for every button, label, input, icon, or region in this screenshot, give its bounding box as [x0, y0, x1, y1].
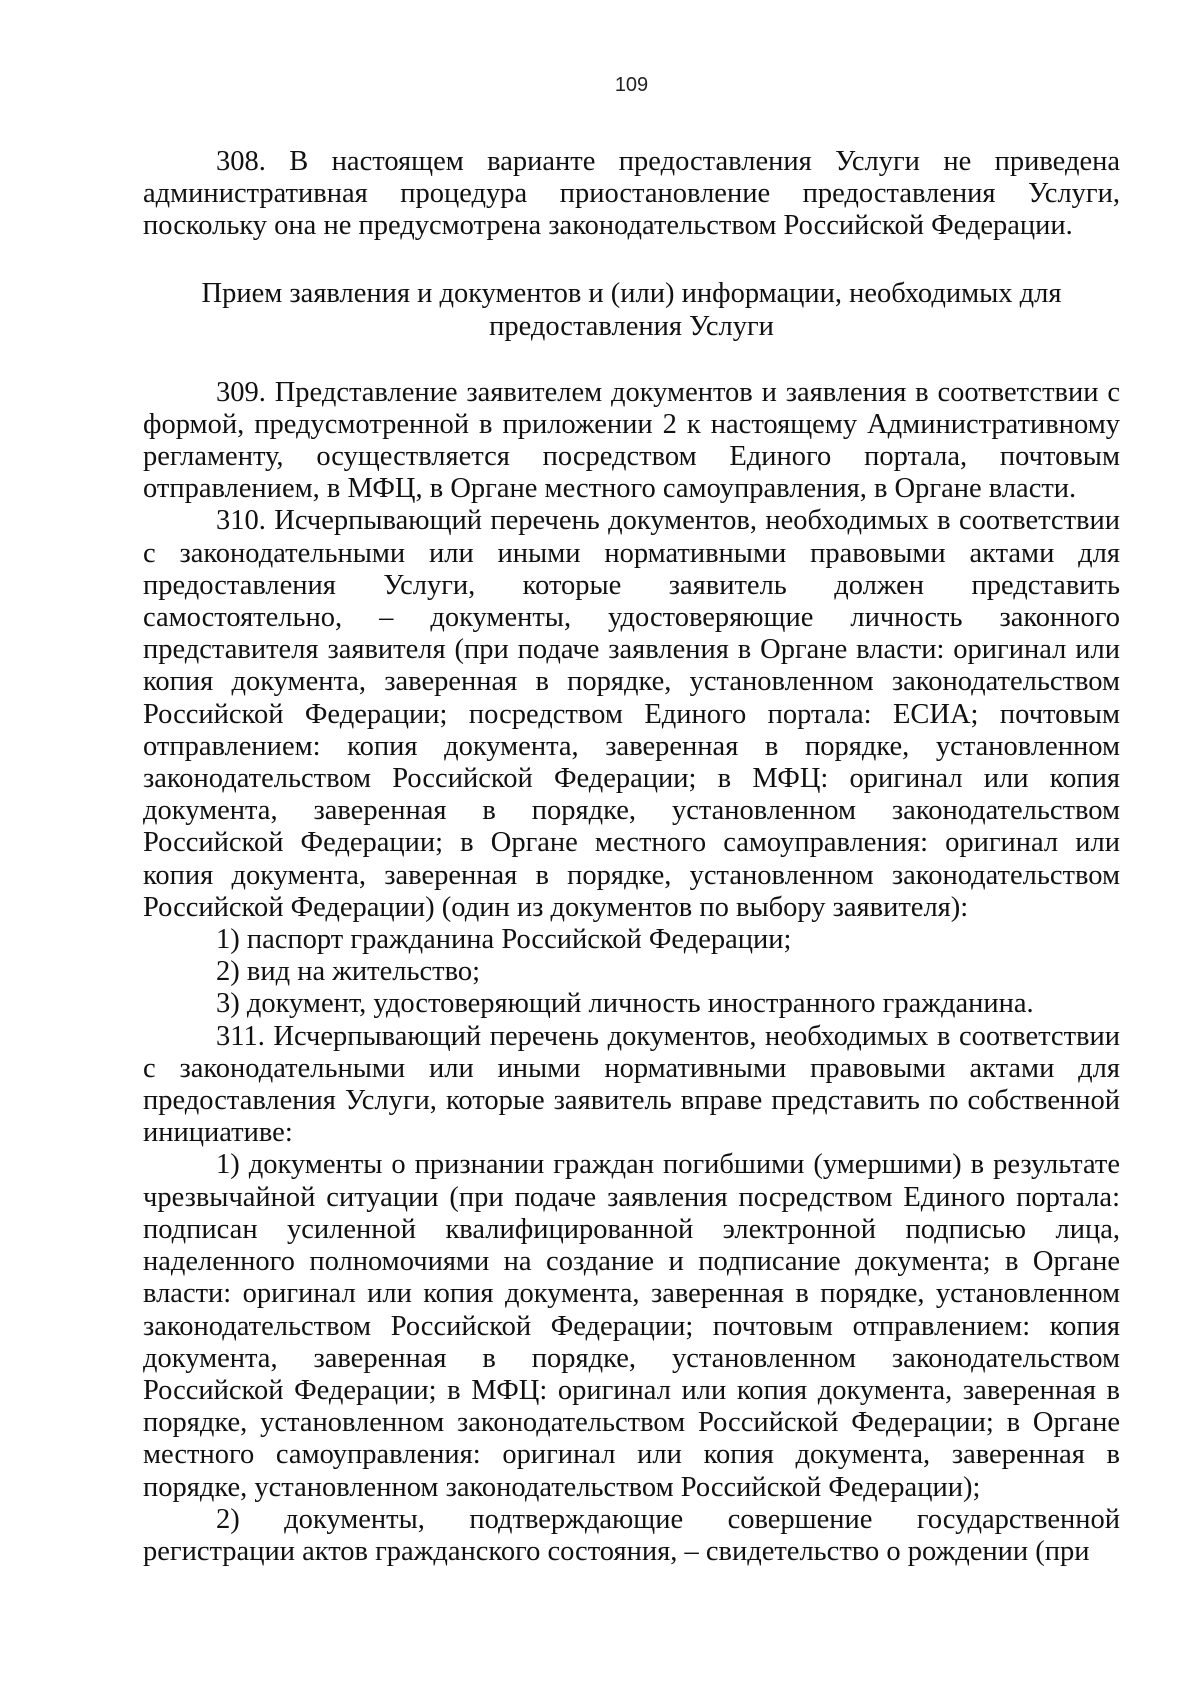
paragraph-308: 308. В настоящем варианте предоставления Услуги не приведена административная процедура приостановление предоставления Услуги, поскольку она не предусмотрена законодательством Российской Федерации.	[143, 146, 1120, 242]
paragraph-311: 311. Исчерпывающий перечень документов, необходимых в соответствии с законодательными или иными нормативными правовыми актами для предоставления Услуги, которые заявитель вправе представить по собственной инициативе:	[143, 1020, 1120, 1149]
paragraph-311-item-1: 1) документы о признании граждан погибшими (умершими) в результате чрезвычайной ситуации (при подаче заявления посредством Единого портала: подписан усиленной квалифицированной электронной подписью лица, наделенного полномочиями на создание и подписание документа; в Органе власти: оригинал или копия документа, заверенная в порядке, установленном законодательством Российской Федерации; почтовым отправлением: копия документа, заверенная в порядке, установленном законодательством Российской Федерации; в МФЦ: оригинал или копия документа, заверенная в порядке, установленном законодательством Российской Федерации; в Органе местного самоуправления: оригинал или копия документа, заверенная в порядке, установленном законодательством Российской Федерации);	[143, 1149, 1120, 1503]
document-body	[143, 146, 1120, 1568]
paragraph-310: 310. Исчерпывающий перечень документов, необходимых в соответствии с законодательными или иными нормативными правовыми актами для предоставления Услуги, которые заявитель должен представить самостоятельно, – документы, удостоверяющие личность законного представителя заявителя (при подаче заявления в Органе власти: оригинал или копия документа, заверенная в порядке, установленном законодательством Российской Федерации; посредством Единого портала: ЕСИА; почтовым отправлением: копия документа, заверенная в порядке, установленном законодательством Российской Федерации; в МФЦ: оригинал или копия документа, заверенная в порядке, установленном законодательством Российской Федерации; в Органе местного самоуправления: оригинал или копия документа, заверенная в порядке, установленном законодательством Российской Федерации) (один из документов по выбору заявителя):	[143, 505, 1120, 923]
paragraph-309: 309. Представление заявителем документов и заявления в соответствии с формой, предусмотренной в приложении 2 к настоящему Административному регламенту, осуществляется посредством Единого портала, почтовым отправлением, в МФЦ, в Органе местного самоуправления, в Органе власти.	[143, 376, 1120, 505]
paragraph-310-item-2: 2) вид на жительство;	[216, 956, 481, 988]
paragraph-310-item-1: 1) паспорт гражданина Российской Федерации;	[216, 924, 792, 956]
section-heading-line-2: предоставления Услуги	[489, 310, 774, 342]
section-heading	[143, 277, 1120, 343]
paragraph-311-item-2: 2) документы, подтверждающие совершение государственной регистрации актов гражданского состояния, – свидетельство о рождении (при	[143, 1503, 1120, 1567]
page-number: 109	[614, 74, 649, 96]
section-heading-line-1: Прием заявления и документов и (или) информации, необходимых для	[201, 277, 1062, 309]
paragraph-310-item-3: 3) документ, удостоверяющий личность иностранного гражданина.	[216, 988, 1034, 1020]
